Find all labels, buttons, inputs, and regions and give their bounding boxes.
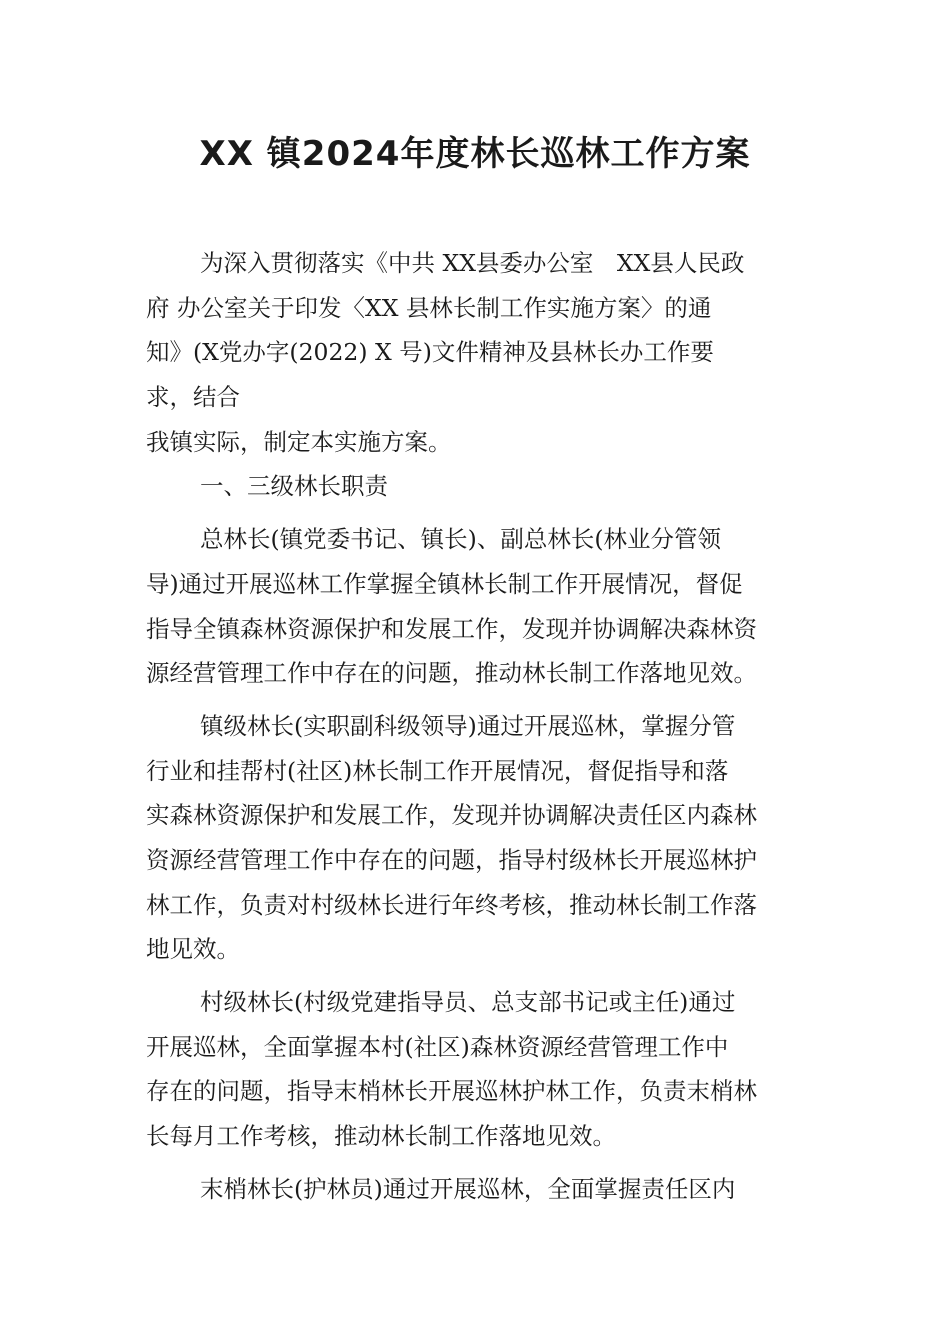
text-line: 村级林长(村级党建指导员、总支部书记或主任)通过 [200,988,736,1016]
text-line: 末梢林长(护林员)通过开展巡林，全面掌握责任区内 [200,1174,736,1203]
text-line: 知》(X党办字(2022) X 号)文件精神及县林长办工作要 [146,338,714,367]
text-line: 实森林资源保护和发展工作，发现并协调解决责任区内森林 [146,801,757,830]
text-line: 府 办公室关于印发〈XX 县林长制工作实施方案〉的通 [146,293,712,322]
document-title: XX 镇2024年度林长巡林工作方案 [199,134,751,174]
text-line: 开展巡林，全面掌握本村(社区)森林资源经营管理工作中 [146,1032,729,1061]
text-line: 求，结合 [146,383,240,412]
text-line: 林工作，负责对村级林长进行年终考核，推动林长制工作落 [146,890,757,919]
text-line: 我镇实际，制定本实施方案。 [146,427,452,456]
text-line: 一、三级林长职责 [200,472,388,501]
paragraph-chief-forest-chief [146,517,806,696]
paragraph-village-forest-chief [146,980,806,1159]
text-line: 为深入贯彻落实《中共 XX县委办公室 XX县人民政 [200,249,745,277]
paragraph-terminal-forest-chief [146,1167,806,1212]
text-line: 资源经营管理工作中存在的问题，指导村级林长开展巡林护 [146,845,757,874]
text-line: 源经营管理工作中存在的问题，推动林长制工作落地见效。 [146,659,757,688]
text-line: 总林长(镇党委书记、镇长)、副总林长(林业分管领 [200,525,722,554]
text-line: 导)通过开展巡林工作掌握全镇林长制工作开展情况，督促 [146,569,743,598]
paragraph-town-forest-chief [146,704,806,972]
text-line: 地见效。 [146,935,240,964]
section-heading [146,464,806,509]
text-line: 长每月工作考核，推动林长制工作落地见效。 [146,1122,616,1151]
paragraph-intro [146,241,806,464]
text-line: 存在的问题，指导末梢林长开展巡林护林工作，负责末梢林 [146,1077,757,1106]
text-line: 镇级林长(实职副科级领导)通过开展巡林，掌握分管 [200,711,736,740]
text-line: 行业和挂帮村(社区)林长制工作开展情况，督促指导和落 [146,756,729,785]
text-line: 指导全镇森林资源保护和发展工作，发现并协调解决森林资 [146,614,757,643]
document-body [146,241,806,1211]
